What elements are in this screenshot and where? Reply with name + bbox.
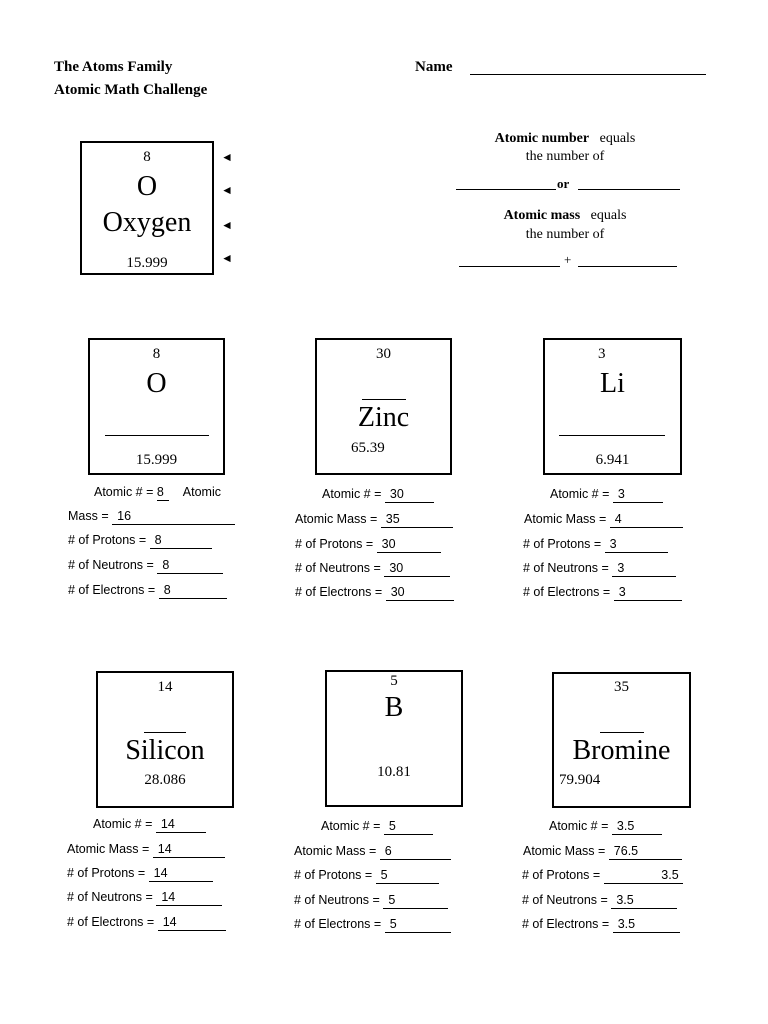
element-symbol: B [384, 692, 404, 723]
electrons-answer[interactable]: 30 [386, 584, 454, 601]
element-name: Silicon [125, 735, 205, 766]
number-blank-1[interactable] [456, 189, 556, 190]
neutrons-question: # of Neutrons = 5 [294, 892, 448, 909]
electrons-answer[interactable]: 3 [614, 584, 682, 601]
element-symbol-blank[interactable] [144, 732, 186, 733]
atomic-mass-question: Atomic Mass = 6 [294, 843, 451, 860]
atomic-mass-rule: Atomic mass equals [503, 208, 627, 223]
neutrons-answer[interactable]: 3 [612, 560, 676, 577]
element-box-lithium [543, 338, 682, 475]
element-symbol: O [146, 368, 167, 399]
atomic-mass: 65.39 [351, 440, 385, 456]
atomic-mass-answer[interactable]: 35 [381, 511, 453, 528]
protons-answer[interactable]: 3.5 [604, 867, 683, 884]
atomic-number-rule-cont: the number of [525, 149, 605, 164]
atomic-mass: 28.086 [144, 772, 186, 788]
protons-question: # of Protons = 5 [294, 867, 439, 884]
neutrons-question: # of Neutrons = 14 [67, 889, 222, 906]
atomic-mass: 6.941 [595, 452, 630, 468]
atomic-mass-question: Atomic Mass = 14 [67, 841, 225, 858]
protons-answer[interactable]: 8 [150, 532, 212, 549]
atomic-number-question: Atomic # = 14 [93, 816, 206, 833]
atomic-mass-answer[interactable]: 16 [112, 508, 235, 525]
electrons-answer[interactable]: 3.5 [613, 916, 680, 933]
atomic-number: 30 [376, 346, 391, 362]
electrons-answer[interactable]: 8 [159, 582, 227, 599]
atomic-number-question: Atomic # = 30 [322, 486, 434, 503]
atomic-mass-answer[interactable]: 4 [610, 511, 683, 528]
atomic-mass: 15.999 [135, 452, 178, 468]
name-field[interactable] [470, 74, 706, 75]
protons-answer[interactable]: 5 [376, 867, 439, 884]
protons-answer[interactable]: 30 [377, 536, 441, 553]
neutrons-answer[interactable]: 3.5 [611, 892, 677, 909]
worksheet-title: The Atoms Family [54, 59, 173, 75]
protons-question: # of Protons = 14 [67, 865, 213, 882]
worksheet-subtitle: Atomic Math Challenge [54, 82, 208, 98]
atomic-number-question: Atomic # = 8 Atomic [94, 485, 221, 499]
atomic-number-answer[interactable]: 8 [157, 484, 169, 501]
protons-answer[interactable]: 3 [605, 536, 668, 553]
neutrons-answer[interactable]: 5 [383, 892, 448, 909]
pointer-arrow-icon: ◄ [221, 251, 233, 265]
atomic-mass-question: Mass = 16 [68, 508, 235, 525]
atomic-mass-rule-cont: the number of [525, 227, 605, 242]
element-name-blank[interactable] [105, 435, 209, 436]
or-label: or [557, 176, 570, 191]
element-symbol-blank[interactable] [600, 732, 644, 733]
electrons-question: # of Electrons = 3.5 [522, 916, 680, 933]
element-symbol: Li [600, 368, 625, 399]
protons-question: # of Protons = 30 [295, 536, 441, 553]
element-name: Bromine [572, 735, 671, 766]
atomic-mass: 10.81 [377, 764, 411, 780]
neutrons-answer[interactable]: 8 [157, 557, 223, 574]
atomic-mass-question: Atomic Mass = 35 [295, 511, 453, 528]
plus-sign: + [564, 252, 572, 267]
atomic-number-answer[interactable]: 3.5 [612, 818, 662, 835]
atomic-number-answer[interactable]: 14 [156, 816, 206, 833]
electrons-question: # of Electrons = 14 [67, 914, 226, 931]
neutrons-question: # of Neutrons = 8 [68, 557, 223, 574]
element-name-blank[interactable] [559, 435, 665, 436]
neutrons-question: # of Neutrons = 3.5 [522, 892, 677, 909]
name-label: Name [415, 59, 453, 75]
atomic-mass: 79.904 [559, 772, 601, 788]
atomic-mass-question: Atomic Mass = 76.5 [523, 843, 682, 860]
atomic-number-answer[interactable]: 5 [384, 818, 433, 835]
example-symbol: O [136, 171, 158, 202]
element-box-zinc [315, 338, 452, 475]
protons-answer[interactable]: 14 [149, 865, 213, 882]
element-box-oxygen [88, 338, 225, 475]
element-name: Zinc [357, 402, 410, 433]
number-blank-2[interactable] [578, 189, 680, 190]
element-box-silicon [96, 671, 234, 808]
mass-blank-2[interactable] [578, 266, 677, 267]
atomic-number-question: Atomic # = 3.5 [549, 818, 662, 835]
neutrons-answer[interactable]: 14 [156, 889, 222, 906]
pointer-arrow-icon: ◄ [221, 183, 233, 197]
electrons-question: # of Electrons = 30 [295, 584, 454, 601]
example-element-box [80, 141, 214, 275]
atomic-number-rule: Atomic number equals [494, 131, 636, 146]
atomic-number-answer[interactable]: 3 [613, 486, 663, 503]
atomic-number: 14 [157, 679, 173, 695]
neutrons-answer[interactable]: 30 [384, 560, 450, 577]
example-element-name: Oxygen [102, 207, 192, 238]
atomic-mass-answer[interactable]: 14 [153, 841, 225, 858]
element-box-boron [325, 670, 463, 807]
electrons-question: # of Electrons = 8 [68, 582, 227, 599]
atomic-number-question: Atomic # = 5 [321, 818, 433, 835]
atomic-mass-answer[interactable]: 76.5 [609, 843, 682, 860]
neutrons-question: # of Neutrons = 30 [295, 560, 450, 577]
atomic-mass-question: Atomic Mass = 4 [524, 511, 683, 528]
atomic-number-question: Atomic # = 3 [550, 486, 663, 503]
atomic-number: 35 [614, 679, 629, 695]
example-atomic-number: 8 [143, 149, 151, 165]
pointer-arrow-icon: ◄ [221, 150, 233, 164]
neutrons-question: # of Neutrons = 3 [523, 560, 676, 577]
example-atomic-mass: 15.999 [126, 255, 168, 271]
atomic-number: 3 [598, 346, 606, 362]
electrons-question: # of Electrons = 3 [523, 584, 682, 601]
atomic-mass-answer[interactable]: 6 [380, 843, 451, 860]
atomic-number: 5 [390, 673, 398, 689]
protons-question: # of Protons = 3 [523, 536, 668, 553]
element-symbol-blank[interactable] [362, 399, 406, 400]
electrons-question: # of Electrons = 5 [294, 916, 451, 933]
element-box-bromine [552, 672, 691, 808]
pointer-arrow-icon: ◄ [221, 218, 233, 232]
protons-question: # of Protons = 8 [68, 532, 212, 549]
electrons-answer[interactable]: 5 [385, 916, 451, 933]
atomic-number-answer[interactable]: 30 [385, 486, 434, 503]
atomic-number: 8 [152, 346, 161, 362]
electrons-answer[interactable]: 14 [158, 914, 226, 931]
protons-question: # of Protons = 3.5 [522, 867, 683, 884]
mass-blank-1[interactable] [459, 266, 560, 267]
